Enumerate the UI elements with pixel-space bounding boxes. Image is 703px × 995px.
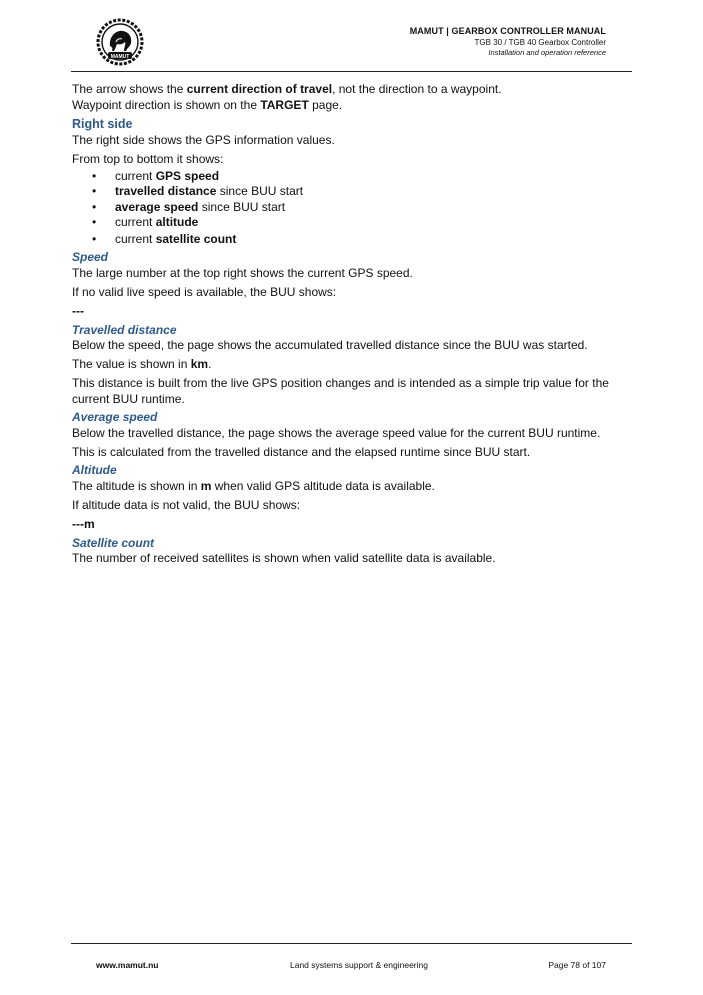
footer-tagline: Land systems support & engineering [290,960,428,970]
average-paragraph-1: Below the travelled distance, the page shows the average speed value for the current BUU runtime. [72,425,601,440]
section-heading-right-side: Right side [72,117,133,131]
page-number: Page 78 of 107 [548,960,606,970]
list-item: • current GPS speed [92,169,220,183]
altitude-paragraph-2: If altitude data is not valid, the BUU shows: [72,497,301,512]
mamut-logo [96,18,144,66]
subheading-speed: Speed [72,250,109,265]
altitude-invalid-value: ---m [72,517,95,532]
footer-divider [71,943,632,944]
speed-paragraph-1: The large number at the top right shows the current GPS speed. [72,265,413,280]
footer-website: www.mamut.nu [96,960,159,970]
page-header [410,25,606,58]
travelled-paragraph-3: This distance is built from the live GPS position changes and is intended as a simple trip value for the current BUU runtime. [72,376,609,406]
subheading-satellite-count: Satellite count [72,535,155,550]
list-item: • current satellite count [92,232,237,247]
logo-text: MAMUT [110,53,130,60]
altitude-paragraph-1: The altitude is shown in m when valid GPS altitude data is available. [72,478,435,493]
list-item: • travelled distance since BUU start [92,184,304,199]
average-paragraph-2: This is calculated from the travelled distance and the elapsed runtime since BUU start. [72,444,531,459]
travelled-paragraph-1: Below the speed, the page shows the accumulated travelled distance since the BUU was started. [72,338,588,353]
right-side-paragraph-1: The right side shows the GPS information values. [72,132,335,147]
manual-title: MAMUT | GEARBOX CONTROLLER MANUAL [409,26,606,36]
travelled-paragraph-2: The value is shown in km. [72,357,212,372]
intro-paragraph-1: The arrow shows the current direction of travel, not the direction to a waypoint. [72,82,502,96]
list-item: • average speed since BUU start [92,199,286,214]
right-side-paragraph-2: From top to bottom it shows: [72,151,224,166]
subheading-altitude: Altitude [72,463,117,478]
list-item: • current altitude [92,214,199,229]
satellite-paragraph-1: The number of received satellites is shown when valid satellite data is available. [72,551,496,566]
header-divider [71,71,632,72]
speed-invalid-value: --- [72,304,84,319]
subheading-travelled-distance: Travelled distance [72,322,177,337]
page-content [72,82,632,567]
intro-paragraph-2: Waypoint direction is shown on the TARGET page. [72,97,343,112]
manual-subtitle: TGB 30 / TGB 40 Gearbox Controller [474,38,606,47]
gps-values-list [72,169,632,247]
manual-reference: Installation and operation reference [488,48,606,57]
speed-paragraph-2: If no valid live speed is available, the BUU shows: [72,284,337,299]
subheading-average-speed: Average speed [72,410,158,425]
